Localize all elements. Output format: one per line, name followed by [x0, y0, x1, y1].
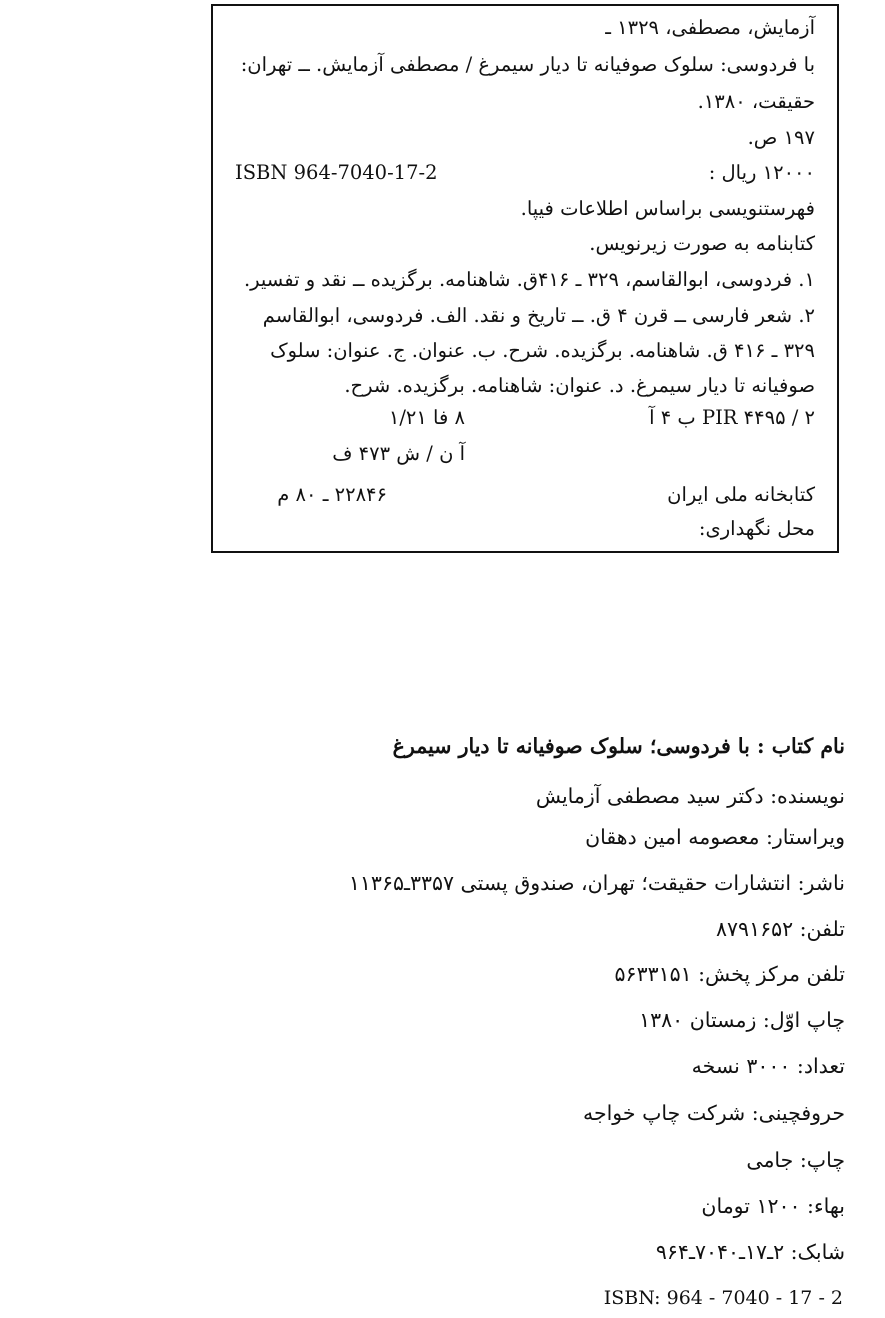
dewey-number: ۸ فا ۱/۲۱ [388, 406, 465, 429]
subject-2c: صوفیانه تا دیار سیمرغ. د. عنوان: شاهنامه. برگزیده. شرح. [344, 374, 815, 397]
book-title: نام کتاب : با فردوسی؛ سلوک صوفیانه تا دیار سیمرغ [392, 734, 845, 758]
typesetting: حروفچینی: شرکت چاپ خواجه [582, 1101, 845, 1125]
catalog-isbn: ISBN 964-7040-17-2 [235, 161, 438, 184]
distribution-phone: تلفن مرکز پخش: ۵۶۳۳۱۵۱ [614, 962, 845, 986]
library-label: کتابخانه ملی ایران [667, 483, 815, 506]
fipa-note: فهرستنویسی براساس اطلاعات فیپا. [520, 197, 815, 220]
library-number: ۲۲۸۴۶ ـ ۸۰ م [277, 483, 387, 506]
printing: چاپ: جامی [746, 1148, 845, 1172]
subject-2a: ۲. شعر فارسی ــ قرن ۴ ق. ــ تاریخ و نقد. الف. فردوسی، ابوالقاسم [262, 304, 815, 327]
shabak: شابک: ۲ـ۱۷ـ۷۰۴۰ـ۹۶۴ [655, 1240, 845, 1264]
location-label: محل نگهداری: [698, 517, 815, 540]
bibliography-note: کتابنامه به صورت زیرنویس. [589, 232, 815, 255]
cutter-number: آ ن / ش ۴۷۳ ف [332, 442, 465, 465]
catalog-card [211, 4, 839, 553]
author: نویسنده: دکتر سید مصطفی آزمایش [535, 784, 845, 808]
publisher: ناشر: انتشارات حقیقت؛ تهران، صندوق پستی ۳۳۵۷ـ۱۱۳۶۵ [348, 871, 845, 895]
copies: تعداد: ۳۰۰۰ نسخه [691, 1054, 845, 1078]
title-line-2: حقیقت، ۱۳۸۰. [697, 90, 815, 113]
title-line-1: با فردوسی: سلوک صوفیانه تا دیار سیمرغ / مصطفی آزمایش. ــ تهران: [240, 53, 815, 76]
editor: ویراستار: معصومه امین دهقان [585, 825, 845, 849]
isbn: ISBN: 964 - 7040 - 17 - 2 [603, 1287, 843, 1309]
price: بهاء: ۱۲۰۰ تومان [701, 1194, 845, 1218]
author-line: آزمایش، مصطفی، ۱۳۲۹ ـ [605, 16, 815, 39]
phone: تلفن: ۸۷۹۱۶۵۲ [716, 917, 845, 941]
first-print: چاپ اوّل: زمستان ۱۳۸۰ [639, 1008, 845, 1032]
subject-1: ۱. فردوسی، ابوالقاسم، ۳۲۹ ـ ۴۱۶ق. شاهنامه. برگزیده ــ نقد و تفسیر. [243, 268, 815, 291]
catalog-price: ۱۲۰۰۰ ریال : [708, 161, 815, 184]
pages: ۱۹۷ ص. [747, 126, 815, 149]
subject-2b: ۳۲۹ ـ ۴۱۶ ق. شاهنامه. برگزیده. شرح. ب. عنوان. ج. عنوان: سلوک [270, 339, 815, 362]
lc-class: PIR ۴۴۹۵ / ۲ ب ۴ آ [649, 406, 815, 429]
